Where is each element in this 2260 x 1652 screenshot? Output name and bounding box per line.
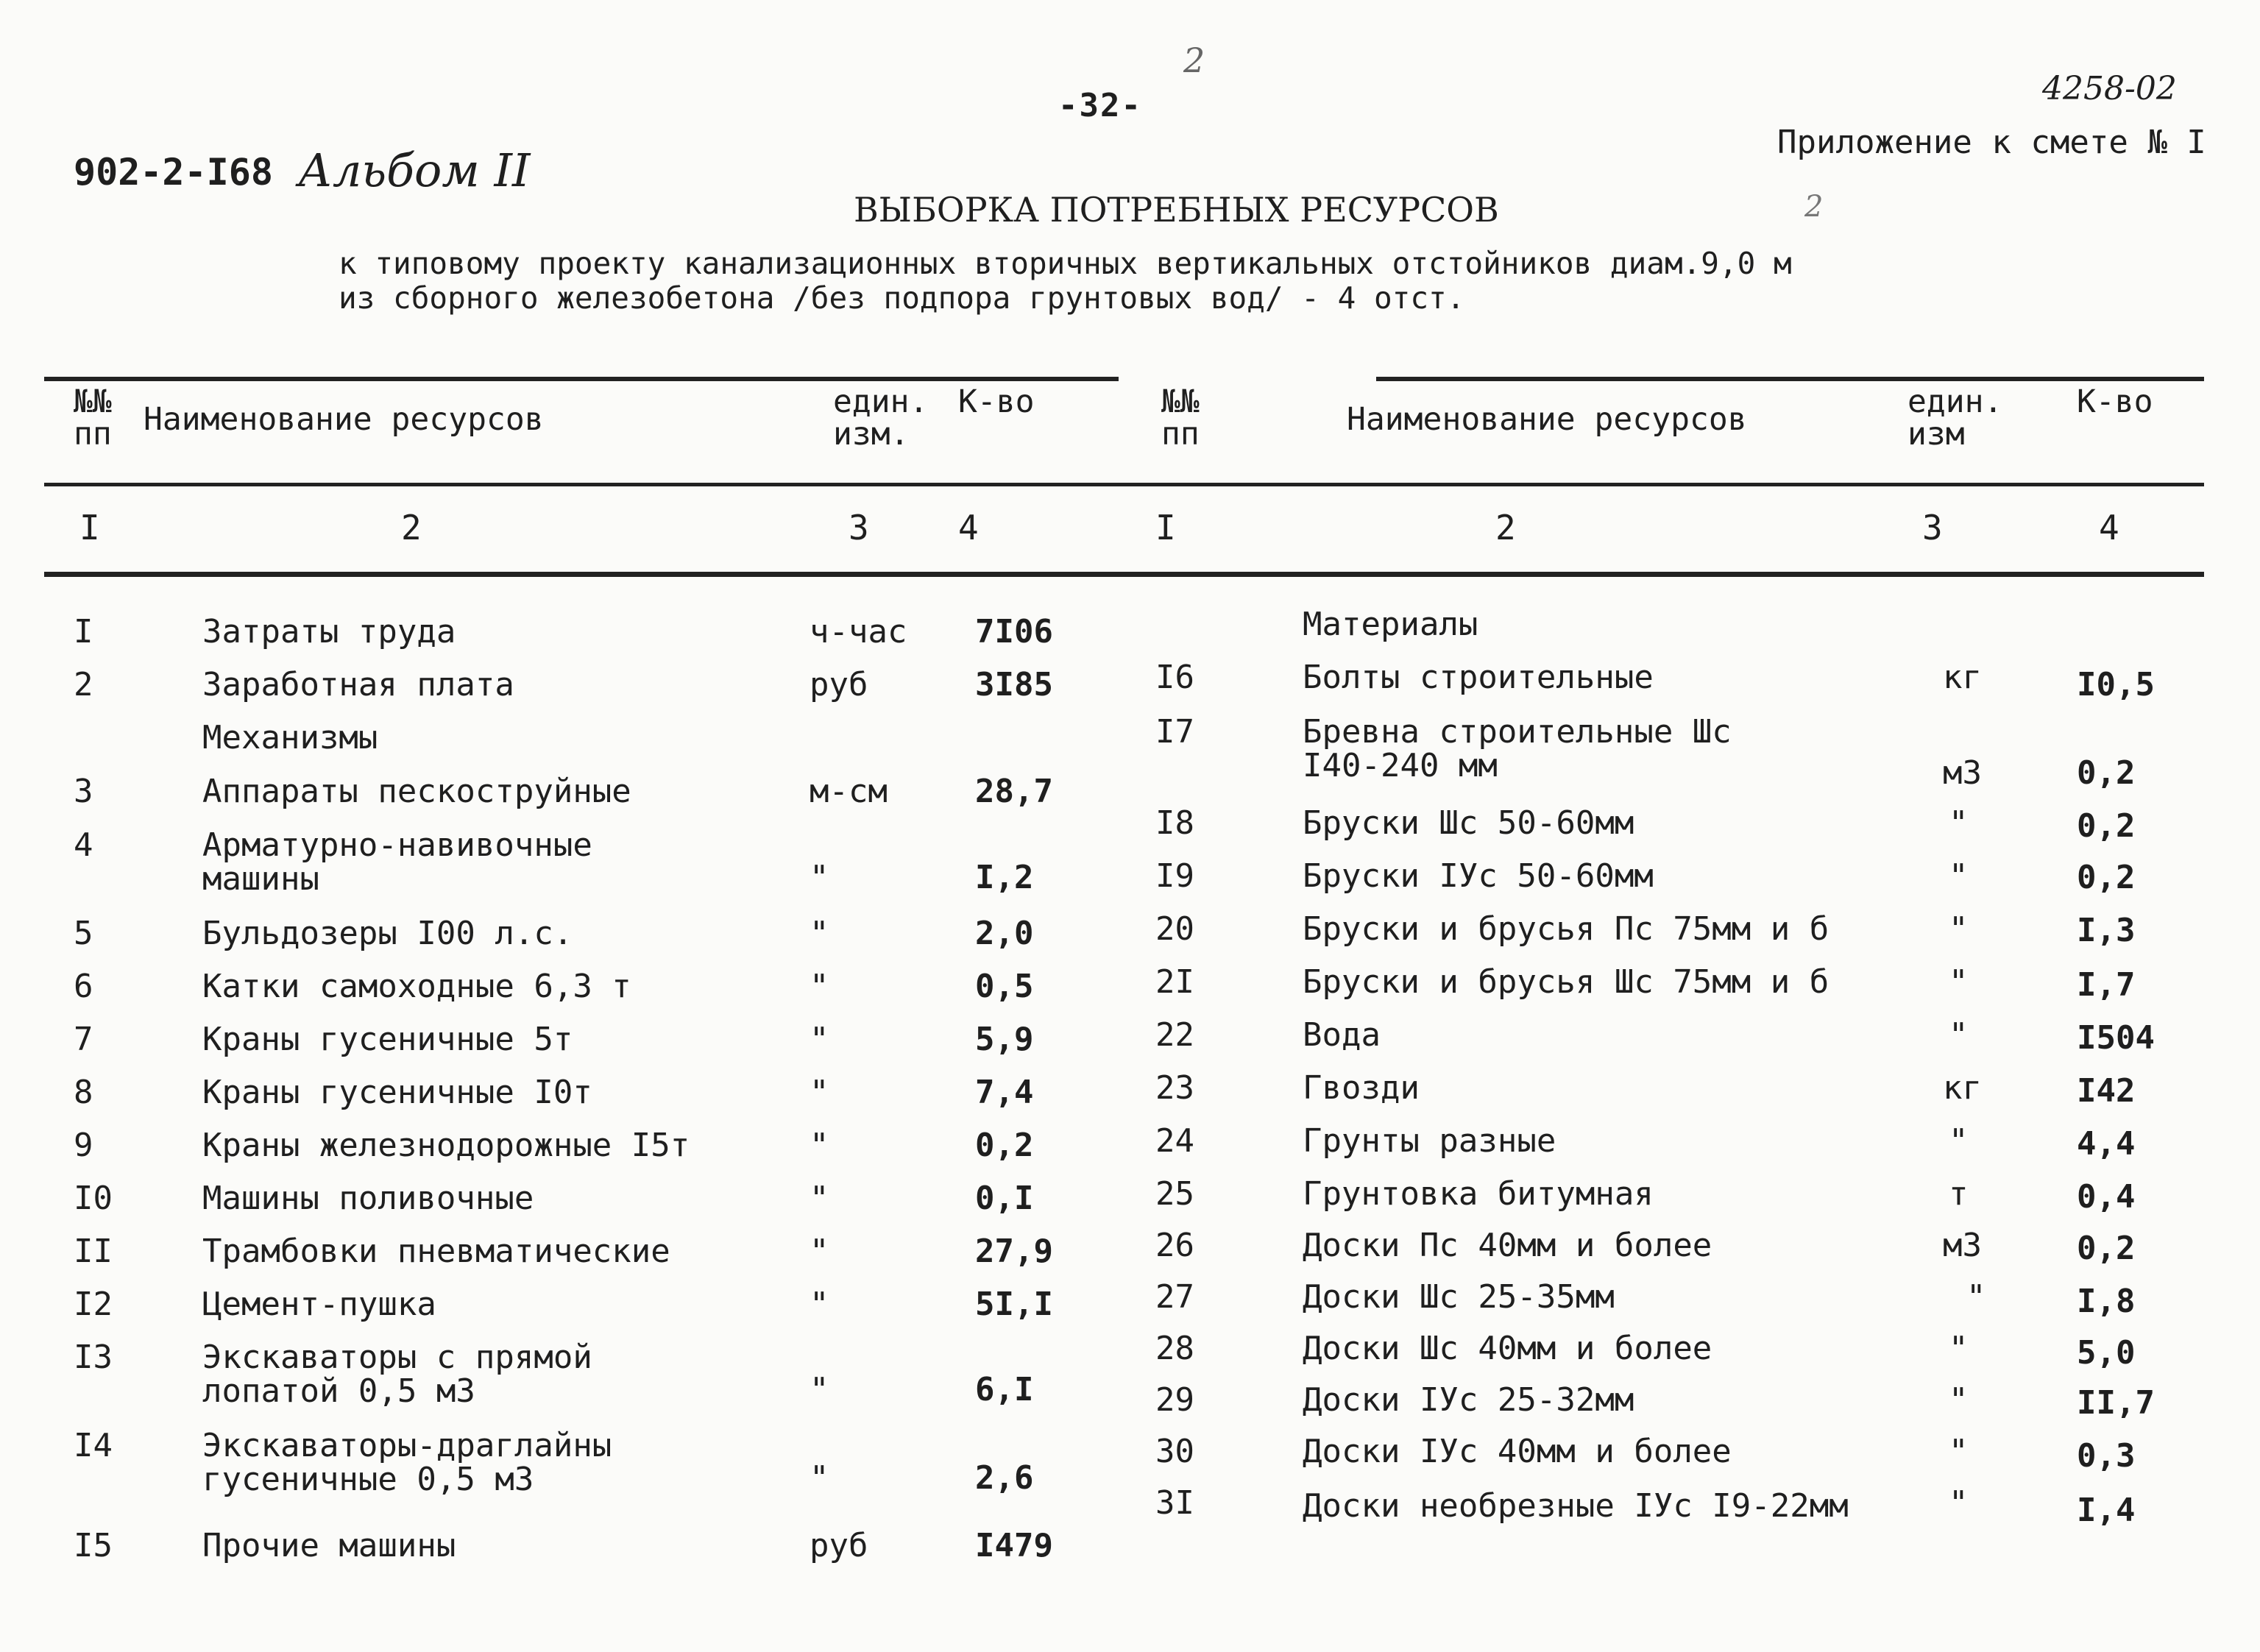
right-row-no: 25: [1155, 1175, 1194, 1213]
right-row-unit: кг: [1943, 1069, 1982, 1107]
left-row-no: 6: [74, 968, 93, 1005]
left-row-unit: ": [810, 968, 829, 1005]
left-row-name: Бульдозеры I00 л.с.: [202, 915, 573, 952]
right-row-name: Доски IУс 40мм и более: [1303, 1433, 1732, 1470]
left-row-no: 4: [74, 826, 93, 864]
right-row-qty: 5,0: [2077, 1334, 2136, 1372]
section-heading-mechanisms: Механизмы: [202, 719, 378, 756]
col-header-qty-left: К-во: [958, 383, 1035, 420]
right-row-name: Бруски и брусья Пс 75мм и б: [1303, 910, 1829, 948]
left-row-no: 9: [74, 1127, 93, 1164]
right-row-qty: I42: [2077, 1072, 2136, 1110]
left-row-unit: ": [810, 859, 829, 896]
handwritten-page-number: 2: [1183, 40, 1205, 80]
left-row-unit: ": [810, 1286, 829, 1323]
right-row-qty: I,4: [2077, 1492, 2136, 1529]
subtitle-line-1: к типовому проекту канализационных вторичных вертикальных отстойников диам.9,0 м: [339, 246, 1792, 281]
left-row-no: I2: [74, 1286, 113, 1323]
right-row-unit: ": [1949, 1330, 1969, 1367]
right-row-unit: ": [1949, 1016, 1969, 1054]
right-row-unit: м3: [1943, 754, 1982, 792]
right-row-qty: 0,2: [2077, 754, 2136, 792]
left-row-unit: ": [810, 1233, 829, 1270]
left-row-unit: ": [810, 1180, 829, 1217]
col-number-2-right: 2: [1495, 508, 1516, 547]
column-numbers-rule: [44, 572, 2204, 577]
left-row-no: 2: [74, 666, 93, 703]
left-row-name: Заработная плата: [202, 666, 514, 703]
left-row-no: I4: [74, 1427, 113, 1464]
col-number-1-right: I: [1155, 508, 1176, 547]
left-row-no: 5: [74, 915, 93, 952]
right-row-qty: I504: [2077, 1019, 2155, 1057]
right-row-qty: I,7: [2077, 966, 2136, 1004]
col-header-no-right: №№ пп: [1161, 383, 1200, 453]
right-row-qty: I,3: [2077, 912, 2136, 949]
right-row-qty: 0,4: [2077, 1178, 2136, 1216]
left-row-name: Краны железнодорожные I5т: [202, 1127, 690, 1164]
left-row-qty: 28,7: [975, 773, 1053, 810]
right-row-name: Бруски IУс 50-60мм: [1303, 857, 1654, 895]
right-row-no: I9: [1155, 857, 1194, 895]
right-row-qty: II,7: [2077, 1384, 2155, 1422]
left-row-no: I0: [74, 1180, 113, 1217]
document-title: ВЫБОРКА ПОТРЕБНЫХ РЕСУРСОВ: [854, 190, 1499, 230]
col-header-unit-right: един. изм: [1907, 383, 2003, 453]
left-row-qty: 0,2: [975, 1127, 1034, 1164]
left-row-no: I5: [74, 1527, 113, 1564]
left-row-qty: I479: [975, 1527, 1053, 1564]
left-row-name: Краны гусеничные I0т: [202, 1074, 592, 1111]
left-row-name: Машины поливочные: [202, 1180, 534, 1217]
right-row-no: 3I: [1155, 1484, 1194, 1522]
right-row-qty: 0,2: [2077, 807, 2136, 845]
col-number-2-left: 2: [401, 508, 422, 547]
left-row-unit: ": [810, 915, 829, 952]
table-top-rule-right: [1376, 377, 2204, 381]
right-row-qty: 0,2: [2077, 1230, 2136, 1267]
right-row-no: 27: [1155, 1278, 1194, 1316]
left-row-unit: ч-час: [810, 613, 907, 650]
left-row-unit: ": [810, 1074, 829, 1111]
right-row-no: 28: [1155, 1330, 1194, 1367]
right-row-unit: ": [1949, 857, 1969, 895]
right-row-unit: ": [1949, 1381, 1969, 1419]
left-row-qty: 5I,I: [975, 1286, 1053, 1323]
right-row-unit: ": [1949, 963, 1969, 1001]
left-row-name: Цемент-пушка: [202, 1286, 436, 1323]
left-row-unit: ": [810, 1459, 829, 1497]
right-row-name: Доски IУс 25-32мм: [1303, 1381, 1634, 1419]
document-code: 902-2-I68: [74, 151, 273, 194]
right-row-no: I8: [1155, 804, 1194, 842]
left-row-unit: ": [810, 1371, 829, 1408]
left-row-name: Экскаваторы-драглайны гусеничные 0,5 м3: [202, 1427, 612, 1498]
left-row-qty: 0,I: [975, 1180, 1034, 1217]
right-row-name: Доски Пс 40мм и более: [1303, 1227, 1712, 1264]
left-row-unit: м-см: [810, 773, 888, 810]
left-row-no: I: [74, 613, 93, 650]
left-row-qty: 3I85: [975, 666, 1053, 703]
right-row-unit: ": [1949, 1122, 1969, 1160]
header-bottom-rule: [44, 483, 2204, 486]
right-row-unit: т: [1949, 1175, 1969, 1213]
left-row-no: I3: [74, 1339, 113, 1376]
left-row-unit: ": [810, 1021, 829, 1058]
right-row-unit: ": [1949, 1433, 1969, 1470]
col-number-3-right: 3: [1922, 508, 1943, 547]
right-row-unit: ": [1949, 1484, 1969, 1522]
right-row-no: I7: [1155, 713, 1194, 751]
right-row-name: Вода: [1303, 1016, 1381, 1054]
left-row-name: Катки самоходные 6,3 т: [202, 968, 631, 1005]
right-row-name: Доски Шс 25-35мм: [1303, 1278, 1615, 1316]
right-row-no: 20: [1155, 910, 1194, 948]
col-header-name-left: Наименование ресурсов: [144, 401, 544, 438]
left-row-qty: I,2: [975, 859, 1034, 896]
right-row-name: Бревна строительные Шс I40-240 мм: [1303, 713, 1732, 784]
right-row-no: 26: [1155, 1227, 1194, 1264]
left-row-unit: руб: [810, 666, 868, 703]
right-row-no: 29: [1155, 1381, 1194, 1419]
right-row-unit: ": [1949, 804, 1969, 842]
reference-number: 4258-02: [2042, 70, 2177, 107]
left-row-name: Экскаваторы с прямой лопатой 0,5 м3: [202, 1339, 592, 1410]
right-row-unit: ": [1966, 1278, 1986, 1316]
left-row-unit: руб: [810, 1527, 868, 1564]
right-row-name: Болты строительные: [1303, 659, 1654, 696]
table-top-rule-left: [44, 377, 1119, 381]
left-row-no: 7: [74, 1021, 93, 1058]
left-row-name: Прочие машины: [202, 1527, 456, 1564]
section-heading-materials: Материалы: [1303, 606, 1478, 643]
col-header-qty-right: К-во: [2077, 383, 2153, 420]
right-row-unit: кг: [1943, 659, 1982, 696]
appendix-note: Приложение к смете № I: [1777, 124, 2206, 161]
left-row-qty: 0,5: [975, 968, 1034, 1005]
left-row-name: Трамбовки пневматические: [202, 1233, 670, 1270]
left-row-qty: 27,9: [975, 1233, 1053, 1270]
album-handwritten-note: Альбом II: [298, 143, 531, 197]
col-number-3-left: 3: [849, 508, 869, 547]
left-row-no: 3: [74, 773, 93, 810]
handwritten-mark: 2: [1804, 190, 1824, 224]
left-row-qty: 7,4: [975, 1074, 1034, 1111]
col-number-4-left: 4: [958, 508, 979, 547]
right-row-no: 2I: [1155, 963, 1194, 1001]
left-row-qty: 7I06: [975, 613, 1053, 650]
right-row-name: Бруски Шс 50-60мм: [1303, 804, 1634, 842]
col-header-unit-left: един. изм.: [833, 383, 929, 453]
left-row-qty: 2,6: [975, 1459, 1034, 1497]
left-row-name: Затраты труда: [202, 613, 456, 650]
right-row-unit: м3: [1943, 1227, 1982, 1264]
right-row-qty: 0,3: [2077, 1437, 2136, 1475]
left-row-qty: 6,I: [975, 1371, 1034, 1408]
right-row-name: Доски необрезные IУс I9-22мм: [1303, 1487, 1849, 1525]
left-row-no: 8: [74, 1074, 93, 1111]
right-row-name: Гвозди: [1303, 1069, 1420, 1107]
left-row-unit: ": [810, 1127, 829, 1164]
left-row-qty: 5,9: [975, 1021, 1034, 1058]
right-row-no: I6: [1155, 659, 1194, 696]
subtitle-line-2: из сборного железобетона /без подпора грунтовых вод/ - 4 отст.: [339, 280, 1465, 316]
left-row-qty: 2,0: [975, 915, 1034, 952]
col-number-4-right: 4: [2099, 508, 2119, 547]
right-row-name: Грунты разные: [1303, 1122, 1556, 1160]
right-row-no: 30: [1155, 1433, 1194, 1470]
right-row-name: Бруски и брусья Шс 75мм и б: [1303, 963, 1829, 1001]
right-row-no: 23: [1155, 1069, 1194, 1107]
right-row-qty: I0,5: [2077, 666, 2155, 703]
right-row-unit: ": [1949, 910, 1969, 948]
page-number: -32-: [1058, 87, 1142, 124]
right-row-name: Доски Шс 40мм и более: [1303, 1330, 1712, 1367]
right-row-qty: 0,2: [2077, 859, 2136, 896]
right-row-no: 22: [1155, 1016, 1194, 1054]
col-header-name-right: Наименование ресурсов: [1347, 401, 1747, 438]
right-row-qty: 4,4: [2077, 1125, 2136, 1163]
left-row-name: Краны гусеничные 5т: [202, 1021, 573, 1058]
left-row-no: II: [74, 1233, 113, 1270]
left-row-name: Арматурно-навивочные машины: [202, 826, 592, 898]
right-row-qty: I,8: [2077, 1283, 2136, 1320]
right-row-no: 24: [1155, 1122, 1194, 1160]
col-header-no-left: №№ пп: [74, 383, 112, 453]
right-row-name: Грунтовка битумная: [1303, 1175, 1654, 1213]
left-row-name: Аппараты пескоструйные: [202, 773, 631, 810]
col-number-1-left: I: [79, 508, 100, 547]
